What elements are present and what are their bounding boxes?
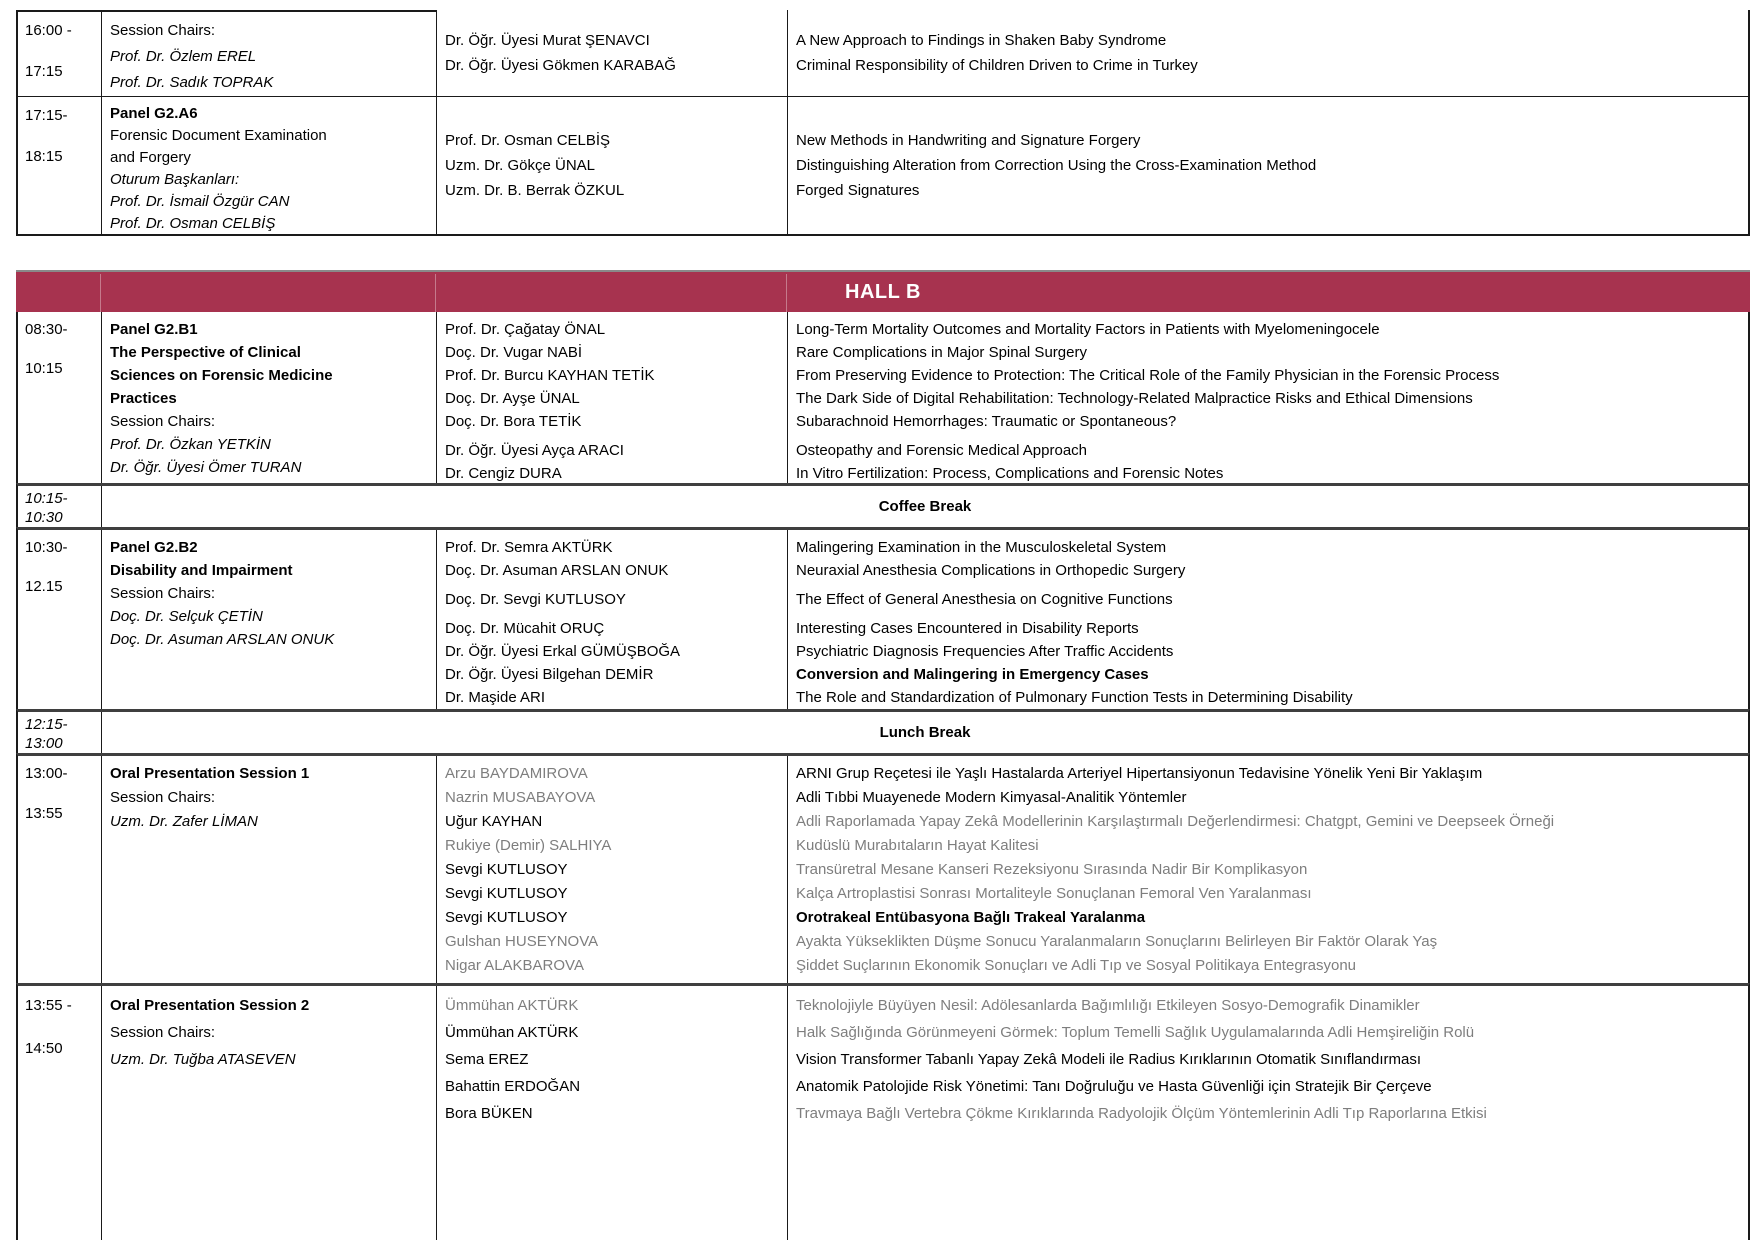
- session-info-cell: [102, 756, 437, 983]
- session-info-line: Sciences on Forensic Medicine: [110, 367, 333, 384]
- session-info-cell: [102, 10, 437, 96]
- speakers-cell: [437, 97, 788, 234]
- presentation-title: Forged Signatures: [796, 182, 920, 199]
- session-info-line: Session Chairs:: [110, 789, 216, 806]
- top-schedule-table: [16, 10, 1750, 236]
- session-info-line: The Perspective of Clinical: [110, 344, 301, 361]
- time-cell: [18, 530, 102, 709]
- session-info-line: Session Chairs:: [110, 1024, 216, 1041]
- presentation-title: Distinguishing Alteration from Correction Using the Cross-Examination Method: [796, 157, 1317, 174]
- time-text: 10:30-: [25, 539, 68, 556]
- hall-header: [16, 270, 1750, 312]
- session-info-line: Practices: [110, 390, 177, 407]
- session-info-line: Doç. Dr. Selçuk ÇETİN: [110, 608, 263, 625]
- speaker-name: Doç. Dr. Vugar NABİ: [445, 344, 582, 361]
- time-cell: [18, 10, 102, 96]
- time-text: 10:15: [25, 360, 63, 377]
- speaker-name: Prof. Dr. Semra AKTÜRK: [445, 539, 613, 556]
- presentation-title: Travmaya Bağlı Vertebra Çökme Kırıklarında Radyolojik Ölçüm Yöntemlerinin Adli Tıp Raporlarına Etkisi: [796, 1105, 1487, 1122]
- speaker-name: Doç. Dr. Bora TETİK: [445, 413, 582, 430]
- presentation-title: Şiddet Suçlarının Ekonomik Sonuçları ve Adli Tıp ve Sosyal Politikaya Entegrasyonu: [796, 957, 1357, 974]
- break-label: Coffee Break: [878, 498, 972, 515]
- presentation-title: Kalça Artroplastisi Sonrası Mortaliteyle Sonuçlanan Femoral Ven Yaralanması: [796, 885, 1312, 902]
- time-cell: [18, 312, 102, 483]
- presentation-title: From Preserving Evidence to Protection: The Critical Role of the Family Physician in the Forensic Process: [796, 367, 1500, 384]
- speaker-name: Doç. Dr. Asuman ARSLAN ONUK: [445, 562, 669, 579]
- session-info-line: Prof. Dr. Osman CELBİŞ: [110, 215, 276, 232]
- speakers-cell: [437, 986, 788, 1240]
- speakers-cell: [437, 530, 788, 709]
- break-label: Lunch Break: [879, 724, 971, 741]
- speakers-cell: [437, 312, 788, 483]
- presentation-title: In Vitro Fertilization: Process, Complications and Forensic Notes: [796, 465, 1224, 482]
- speaker-name: Nigar ALAKBAROVA: [445, 957, 584, 974]
- session-info-cell: [102, 312, 437, 483]
- speaker-name: Prof. Dr. Çağatay ÖNAL: [445, 321, 606, 338]
- time-text: 08:30-: [25, 321, 68, 338]
- presentation-title: The Effect of General Anesthesia on Cognitive Functions: [796, 591, 1173, 608]
- speaker-name: Dr. Maşide ARI: [445, 689, 546, 706]
- speaker-name: Uzm. Dr. Gökçe ÜNAL: [445, 157, 596, 174]
- presentation-title: Subarachnoid Hemorrhages: Traumatic or Spontaneous?: [796, 413, 1177, 430]
- time-cell: [18, 712, 102, 753]
- session-row: [16, 753, 1750, 983]
- session-info-line: Session Chairs:: [110, 22, 216, 39]
- presentation-title: Interesting Cases Encountered in Disability Reports: [796, 620, 1139, 637]
- speaker-name: Gulshan HUSEYNOVA: [445, 933, 599, 950]
- time-text: 10:15-: [25, 490, 68, 507]
- speaker-name: Nazrin MUSABAYOVA: [445, 789, 596, 806]
- session-info-line: Uzm. Dr. Tuğba ATASEVEN: [110, 1051, 296, 1068]
- presentation-title: A New Approach to Findings in Shaken Baby Syndrome: [796, 32, 1167, 49]
- presentation-title: Neuraxial Anesthesia Complications in Orthopedic Surgery: [796, 562, 1186, 579]
- speaker-name: Uzm. Dr. B. Berrak ÖZKUL: [445, 182, 625, 199]
- session-info-line: Uzm. Dr. Zafer LİMAN: [110, 813, 258, 830]
- presentation-title: Long-Term Mortality Outcomes and Mortality Factors in Patients with Myelomeningocele: [796, 321, 1380, 338]
- presentation-title: New Methods in Handwriting and Signature Forgery: [796, 132, 1141, 149]
- session-info-line: Doç. Dr. Asuman ARSLAN ONUK: [110, 631, 335, 648]
- time-cell: [18, 97, 102, 234]
- header-separator: [786, 274, 787, 312]
- speaker-name: Rukiye (Demir) SALHIYA: [445, 837, 612, 854]
- session-info-line: Prof. Dr. Özlem EREL: [110, 48, 257, 65]
- session-info-line: Oturum Başkanları:: [110, 171, 240, 188]
- titles-cell: [788, 530, 1748, 709]
- speakers-cell: [437, 10, 788, 96]
- session-info-line: and Forgery: [110, 149, 191, 166]
- speaker-name: Ümmühan AKTÜRK: [445, 1024, 579, 1041]
- presentation-title: ARNI Grup Reçetesi ile Yaşlı Hastalarda Arteriyel Hipertansiyonun Tedavisine Yönelik Yeni Bir Yaklaşım: [796, 765, 1483, 782]
- speaker-name: Bahattin ERDOĞAN: [445, 1078, 581, 1095]
- presentation-title: Adli Raporlamada Yapay Zekâ Modellerinin Karşılaştırmalı Değerlendirmesi: Chatgpt, Gemini ve Deepseek Örneği: [796, 813, 1555, 830]
- titles-cell: [788, 97, 1748, 234]
- speaker-name: Doç. Dr. Ayşe ÜNAL: [445, 390, 580, 407]
- session-info-line: Panel G2.B1: [110, 321, 198, 338]
- session-info-line: Oral Presentation Session 2: [110, 997, 310, 1014]
- presentation-title: Rare Complications in Major Spinal Surgery: [796, 344, 1087, 361]
- session-info-line: Dr. Öğr. Üyesi Ömer TURAN: [110, 459, 302, 476]
- time-text: 13:00-: [25, 765, 68, 782]
- time-text: 10:30: [25, 509, 63, 526]
- speaker-name: Dr. Öğr. Üyesi Murat ŞENAVCI: [445, 32, 650, 49]
- speaker-name: Sevgi KUTLUSOY: [445, 885, 568, 902]
- time-text: 17:15-: [25, 107, 68, 124]
- session-info-line: Panel G2.B2: [110, 539, 198, 556]
- session-info-line: Disability and Impairment: [110, 562, 293, 579]
- titles-cell: [788, 312, 1748, 483]
- time-text: 13:55: [25, 805, 63, 822]
- header-separator: [435, 274, 436, 312]
- session-row: [16, 10, 1750, 96]
- presentation-title: The Role and Standardization of Pulmonary Function Tests in Determining Disability: [796, 689, 1353, 706]
- presentation-title: Psychiatric Diagnosis Frequencies After Traffic Accidents: [796, 643, 1174, 660]
- time-text: 12:15-: [25, 716, 68, 733]
- time-cell: [18, 986, 102, 1240]
- speaker-name: Doç. Dr. Sevgi KUTLUSOY: [445, 591, 626, 608]
- titles-cell: [788, 10, 1748, 96]
- session-info-line: Session Chairs:: [110, 585, 216, 602]
- presentation-title: Criminal Responsibility of Children Driven to Crime in Turkey: [796, 57, 1198, 74]
- time-text: 16:00 -: [25, 22, 72, 39]
- session-info-line: Prof. Dr. İsmail Özgür CAN: [110, 193, 290, 210]
- speaker-name: Ümmühan AKTÜRK: [445, 997, 579, 1014]
- speaker-name: Sema EREZ: [445, 1051, 529, 1068]
- time-text: 18:15: [25, 148, 63, 165]
- speaker-name: Dr. Öğr. Üyesi Ayça ARACI: [445, 442, 624, 459]
- session-info-line: Prof. Dr. Sadık TOPRAK: [110, 74, 274, 91]
- session-info-line: Oral Presentation Session 1: [110, 765, 310, 782]
- session-info-cell: [102, 97, 437, 234]
- presentation-title: Ayakta Yükseklikten Düşme Sonucu Yaralanmaların Sonuçlarını Belirleyen Bir Faktör Olarak Yaş: [796, 933, 1438, 950]
- session-info-cell: [102, 986, 437, 1240]
- speaker-name: Sevgi KUTLUSOY: [445, 909, 568, 926]
- presentation-title: Conversion and Malingering in Emergency Cases: [796, 666, 1149, 683]
- presentation-title: Malingering Examination in the Musculoskeletal System: [796, 539, 1167, 556]
- presentation-title: Kudüslü Murabıtaların Hayat Kalitesi: [796, 837, 1039, 854]
- session-info-line: Prof. Dr. Özkan YETKİN: [110, 436, 271, 453]
- presentation-title: Teknolojiyle Büyüyen Nesil: Adölesanlarda Bağımlılığı Etkileyen Sosyo-Demografik Dinamikler: [796, 997, 1420, 1014]
- time-text: 12.15: [25, 578, 63, 595]
- session-row: [16, 312, 1750, 483]
- session-info-cell: [102, 530, 437, 709]
- speaker-name: Sevgi KUTLUSOY: [445, 861, 568, 878]
- speaker-name: Prof. Dr. Osman CELBİŞ: [445, 132, 611, 149]
- presentation-title: Anatomik Patolojide Risk Yönetimi: Tanı Doğruluğu ve Hasta Güvenliği için Stratejik Bir Çerçeve: [796, 1078, 1432, 1095]
- time-text: 14:50: [25, 1040, 63, 1057]
- session-row: [16, 527, 1750, 709]
- speakers-cell: [437, 756, 788, 983]
- time-cell: [18, 756, 102, 983]
- presentation-title: Vision Transformer Tabanlı Yapay Zekâ Modeli ile Radius Kırıklarının Otomatik Sınıflandırması: [796, 1051, 1422, 1068]
- presentation-title: Orotrakeal Entübasyona Bağlı Trakeal Yaralanma: [796, 909, 1146, 926]
- presentation-title: Adli Tıbbi Muayenede Modern Kimyasal-Analitik Yöntemler: [796, 789, 1187, 806]
- presentation-title: Halk Sağlığında Görünmeyeni Görmek: Toplum Temelli Sağlık Uygulamalarında Adli Hemşireliğin Rolü: [796, 1024, 1475, 1041]
- time-cell: [18, 486, 102, 527]
- header-separator: [100, 274, 101, 312]
- hall-header-title: HALL B: [845, 280, 921, 303]
- speaker-name: Dr. Öğr. Üyesi Erkal GÜMÜŞBOĞA: [445, 643, 681, 660]
- presentation-title: Transüretral Mesane Kanseri Rezeksiyonu Sırasında Nadir Bir Komplikasyon: [796, 861, 1308, 878]
- session-info-line: Forensic Document Examination: [110, 127, 327, 144]
- session-row: [16, 96, 1750, 236]
- session-info-line: Session Chairs:: [110, 413, 216, 430]
- time-text: 13:55 -: [25, 997, 72, 1014]
- time-text: 17:15: [25, 63, 63, 80]
- speaker-name: Dr. Öğr. Üyesi Bilgehan DEMİR: [445, 666, 654, 683]
- time-text: 13:00: [25, 735, 63, 752]
- speaker-name: Bora BÜKEN: [445, 1105, 533, 1122]
- session-info-line: Panel G2.A6: [110, 105, 198, 122]
- speaker-name: Doç. Dr. Mücahit ORUÇ: [445, 620, 605, 637]
- titles-cell: [788, 756, 1748, 983]
- speaker-name: Uğur KAYHAN: [445, 813, 543, 830]
- presentation-title: Osteopathy and Forensic Medical Approach: [796, 442, 1087, 459]
- speaker-name: Dr. Cengiz DURA: [445, 465, 562, 482]
- titles-cell: [788, 986, 1748, 1240]
- session-row: [16, 983, 1750, 1240]
- speaker-name: Dr. Öğr. Üyesi Gökmen KARABAĞ: [445, 57, 676, 74]
- break-row: [16, 483, 1750, 527]
- speaker-name: Arzu BAYDAMIROVA: [445, 765, 588, 782]
- break-row: [16, 709, 1750, 753]
- hall-b-schedule-table: [16, 312, 1750, 1240]
- presentation-title: The Dark Side of Digital Rehabilitation: Technology-Related Malpractice Risks and Ethical Dimensions: [796, 390, 1473, 407]
- speaker-name: Prof. Dr. Burcu KAYHAN TETİK: [445, 367, 655, 384]
